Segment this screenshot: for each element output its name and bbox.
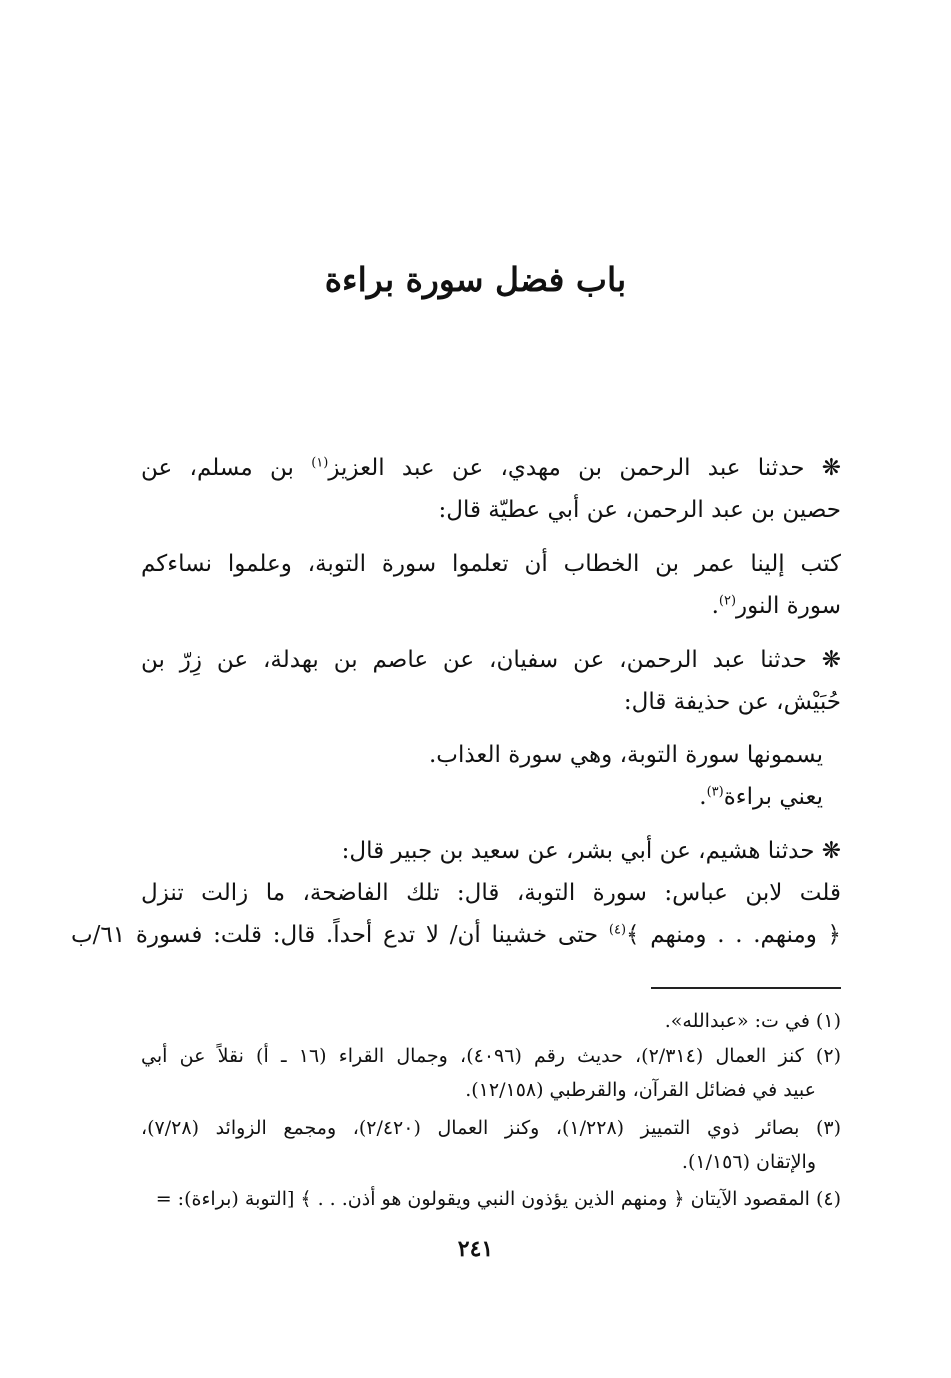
footnote-ref-1[interactable]: (١) (311, 455, 329, 471)
body-line-11-end: حتى خشينا أن/ لا تدع أحداً. قال: قلت: فسورة ٦١/ب (71, 922, 609, 948)
body-line-4-text: سورة النور (736, 593, 841, 619)
footnote-4: (٤) المقصود الآيتان ﴿ ومنهم الذين يؤذون النبي ويقولون هو أذن. . . ﴾ [التوبة (براءة): = (155, 1188, 841, 1210)
body-line-7: يسمونها سورة التوبة، وهي سورة العذاب. (429, 742, 823, 768)
body-line-8 (699, 778, 823, 816)
footnote-ref-2[interactable]: (٢) (718, 593, 737, 609)
body-line-1 (141, 449, 841, 487)
body-line-1-text: ❋ حدثنا عبد الرحمن بن مهدي، عن عبد العزيز (328, 455, 841, 481)
body-line-9: ❋ حدثنا هشيم، عن أبي بشر، عن سعيد بن جبير قال: (341, 838, 841, 864)
body-line-8-end: . (699, 784, 707, 810)
footnote-ref-3[interactable]: (٣) (706, 784, 724, 800)
footnote-1: (١) في ت: «عبدالله». (664, 1010, 841, 1032)
body-line-11 (71, 916, 841, 954)
footnote-separator (651, 987, 841, 989)
footnote-ref-4[interactable]: (٤) (608, 922, 627, 938)
page-number: ٢٤١ (457, 1236, 494, 1262)
body-line-3: كتب إلينا عمر بن الخطاب أن تعلموا سورة التوبة، وعلموا نساءكم (141, 551, 841, 577)
footnote-2: (٢) كنز العمال (٢/٣١٤)، حديث رقم (٤٠٩٦)، وجمال القراء (١٦ ـ أ) نقلاً عن أبي (141, 1045, 841, 1067)
body-line-4-end: . (711, 593, 719, 619)
body-line-5: ❋ حدثنا عبد الرحمن، عن سفيان، عن عاصم بن بهدلة، عن زِرّ بن (141, 647, 841, 673)
body-line-6: حُبَيْش، عن حذيفة قال: (623, 689, 841, 715)
body-line-4 (712, 587, 841, 625)
body-line-10: قلت لابن عباس: سورة التوبة، قال: تلك الفاضحة، ما زالت تنزل (141, 880, 841, 906)
body-line-11-text: ﴿ ومنهم. . . ومنهم ﴾ (626, 922, 842, 948)
body-line-1-end: بن مسلم، عن (141, 455, 312, 481)
footnote-2-continued: عبيد في فضائل القرآن، والقرطبي (١٢/١٥٨). (465, 1079, 816, 1101)
chapter-title: باب فضل سورة براءة (324, 260, 627, 299)
body-line-8-text: يعني براءة (723, 784, 823, 810)
footnote-3-continued: والإتقان (١/١٥٦). (681, 1151, 816, 1173)
body-line-2: حصين بن عبد الرحمن، عن أبي عطيّة قال: (438, 497, 841, 523)
footnote-3: (٣) بصائر ذوي التمييز (١/٢٢٨)، وكنز العمال (٢/٤٢٠)، ومجمع الزوائد (٧/٢٨)، (141, 1117, 841, 1139)
